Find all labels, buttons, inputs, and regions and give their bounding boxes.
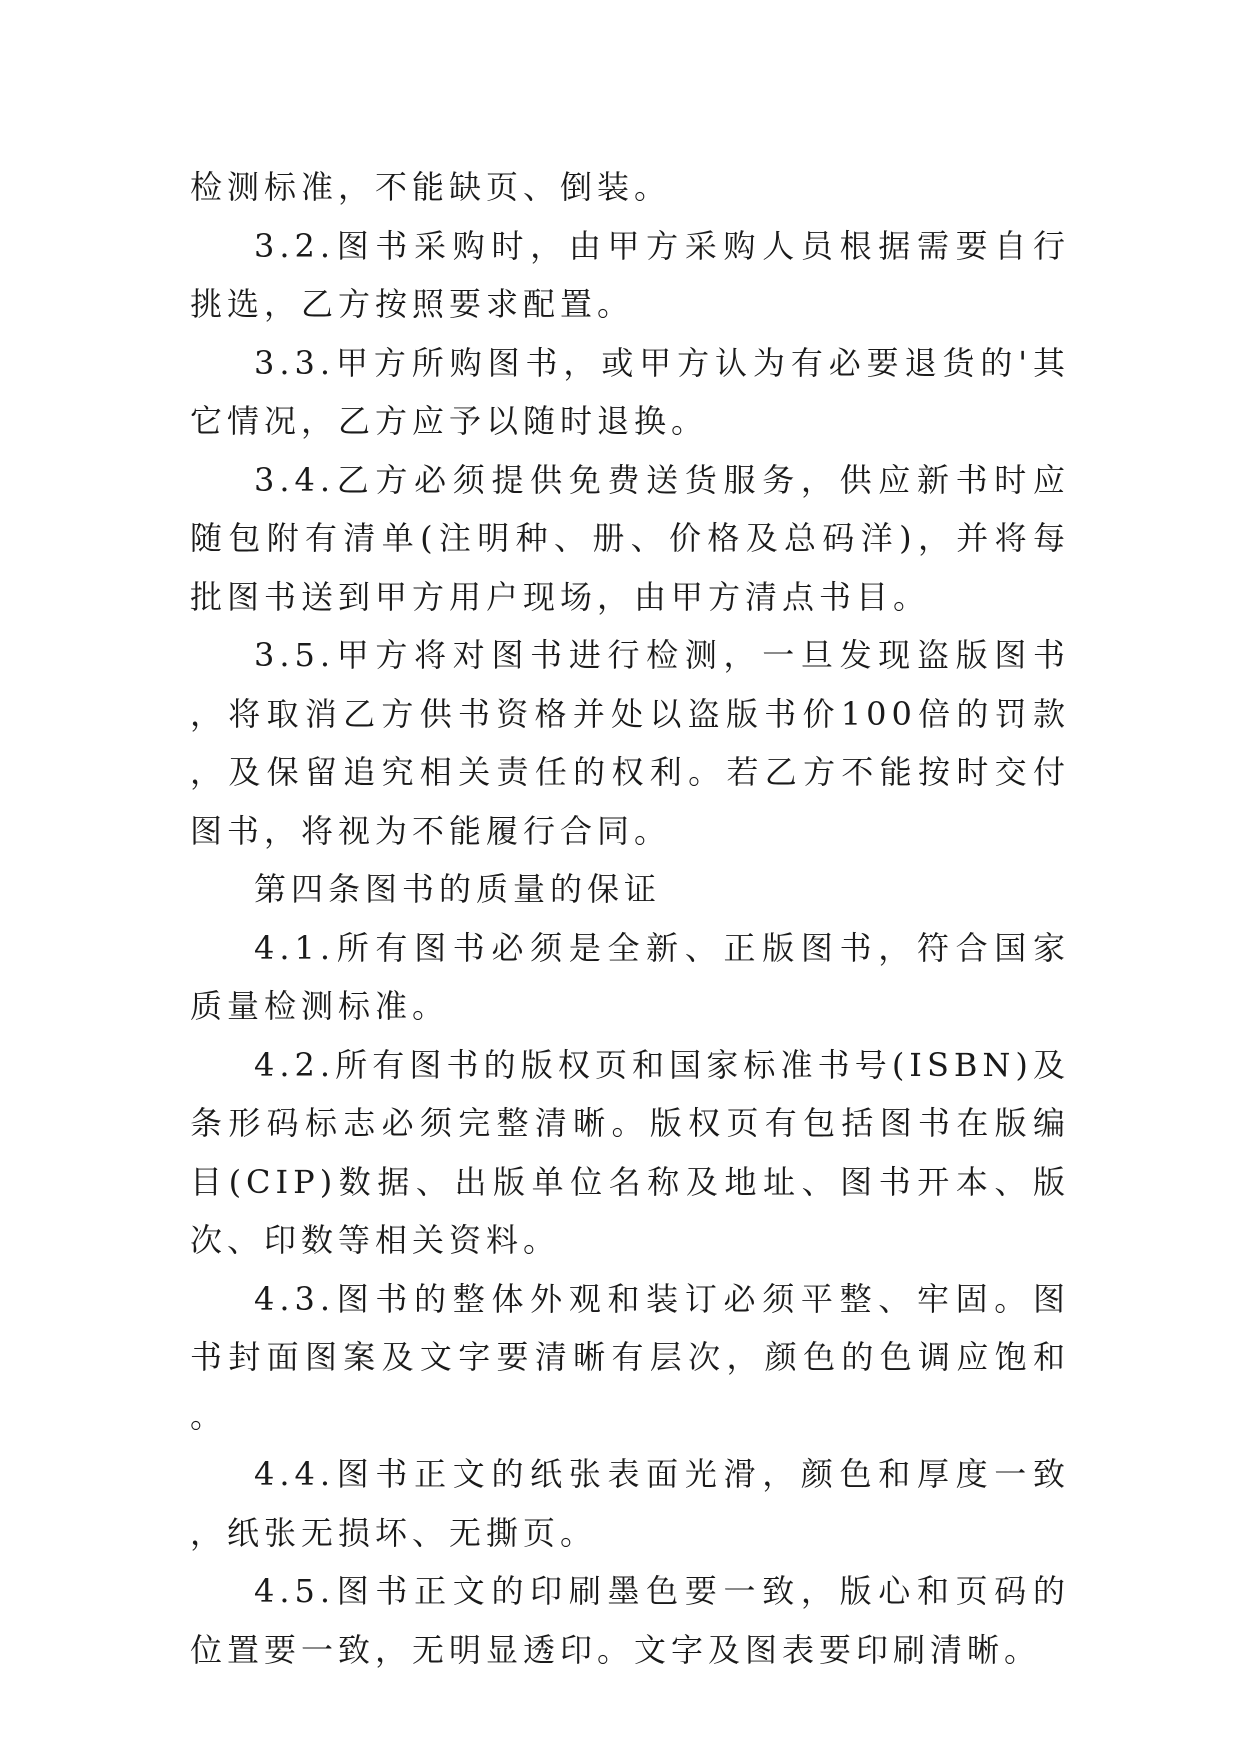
paragraph-4-5: 4.5.图书正文的印刷墨色要一致，版心和页码的位置要一致，无明显透印。文字及图表要印刷清晰。	[190, 1572, 1070, 1669]
document-body	[190, 158, 1070, 1679]
paragraph-4-2: 4.2.所有图书的版权页和国家标准书号(ISBN)及条形码标志必须完整清晰。版权页有包括图书在版编目(CIP)数据、出版单位名称及地址、图书开本、版次、印数等相关资料。	[190, 1045, 1070, 1259]
section-heading-article-4: 第四条图书的质量的保证	[254, 870, 662, 908]
paragraph-4-4: 4.4.图书正文的纸张表面光滑，颜色和厚度一致，纸张无损坏、无撕页。	[190, 1455, 1070, 1552]
paragraph-3-4: 3.4.乙方必须提供免费送货服务，供应新书时应随包附有清单(注明种、册、价格及总码洋)，并将每批图书送到甲方用户现场，由甲方清点书目。	[190, 460, 1070, 616]
paragraph-3-2: 3.2.图书采购时，由甲方采购人员根据需要自行挑选，乙方按照要求配置。	[190, 226, 1070, 323]
paragraph-3-3: 3.3.甲方所购图书，或甲方认为有必要退货的'其它情况，乙方应予以随时退换。	[190, 343, 1070, 440]
paragraph-4-1: 4.1.所有图书必须是全新、正版图书，符合国家质量检测标准。	[190, 928, 1070, 1025]
paragraph-continuation: 检测标准，不能缺页、倒装。	[190, 168, 672, 206]
paragraph-4-3: 4.3.图书的整体外观和装订必须平整、牢固。图书封面图案及文字要清晰有层次，颜色的色调应饱和。	[190, 1279, 1070, 1435]
paragraph-3-5: 3.5.甲方将对图书进行检测，一旦发现盗版图书，将取消乙方供书资格并处以盗版书价100倍的罚款，及保留追究相关责任的权利。若乙方不能按时交付图书，将视为不能履行合同。	[190, 636, 1070, 850]
